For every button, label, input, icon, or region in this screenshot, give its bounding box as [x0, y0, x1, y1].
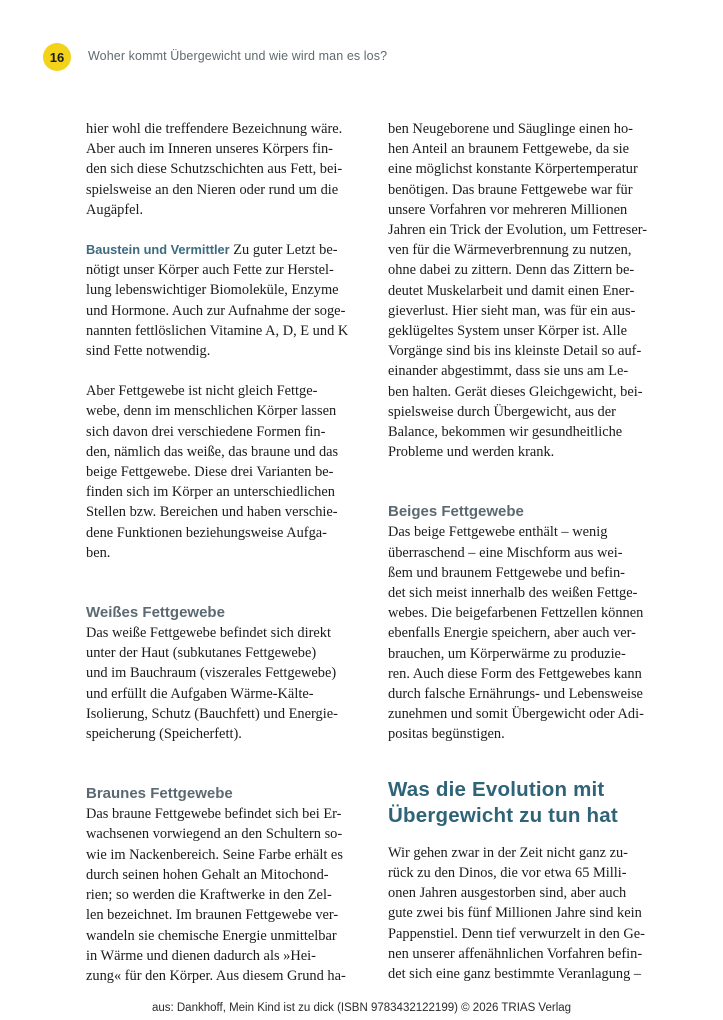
- paragraph-baustein: [86, 240, 386, 361]
- subheading-beiges-fettgewebe: Beiges Fettgewebe: [388, 503, 524, 521]
- left-column: [86, 119, 386, 986]
- paragraph: Das braune Fettgewebe befindet sich bei Er- wachsenen vorwiegend an den Schultern so- wie im Nackenbereich. Seine Farbe erhält es durch seinen hohen Gehalt an Mitochond- rien; so werden die Kraftwerke in den Zel- len bezeichnet. Im braunen Fettgewebe ver- wandeln sie chemische Energie unmittelbar in Wärme und dienen dadurch als »Hei- zung« für den Körper. Aus diesem Grund ha-: [86, 806, 346, 984]
- citation-footer: aus: Dankhoff, Mein Kind ist zu dick (ISBN 9783432122199) © 2026 TRIAS Verlag: [151, 1002, 572, 1014]
- subheading-braunes-fettgewebe: Braunes Fettgewebe: [86, 785, 233, 803]
- paragraph: ben Neugeborene und Säuglinge einen ho- hen Anteil an braunem Fettgewebe, da sie eine möglichst konstante Körpertemperatur benötigen. Das braune Fettgewebe war für unsere Vorfahren vor mehreren Millionen Jahren ein Trick der Evolution, um Fettreser- ven für die Wärmeverbrennung zu nutzen, ohne dabei zu zittern. Denn das Zittern be- deutet Muskelarbeit und damit einen Ener- gieverlust. Hier sieht man, was für ein aus- geklügeltes System unser Körper ist. Alle Vorgänge sind bis ins kleinste Detail so auf- einander abgestimmt, dass sie uns am Le- ben halten. Gerät dieses Gleichgewicht, bei- spielsweise durch Übergewicht, aus der Balance, bekommen wir gesundheitliche Probleme und werden krank.: [388, 121, 648, 461]
- paragraph-text: Zu guter Letzt be- nötigt unser Körper auch Fette zur Herstel- lung lebenswichtiger Biomoleküle, Enzyme und Hormone. Auch zur Aufnahme der soge- nannten fettlöslichen Vitamine A, D, E und K sind Fette notwendig.: [86, 242, 349, 360]
- subheading-weisses-fettgewebe: Weißes Fettgewebe: [86, 604, 225, 622]
- section-heading: Was die Evolution mit Übergewicht zu tun hat: [388, 777, 618, 827]
- page-number-badge: 16: [43, 43, 71, 71]
- paragraph: Wir gehen zwar in der Zeit nicht ganz zu- rück zu den Dinos, die vor etwa 65 Milli- onen Jahren ausgestorben sind, aber auch gute zwei bis fünf Millionen Jahre sind kein Pappenstiel. Denn tief verwurzelt in den Ge- nen unserer affenähnlichen Vorfahren befin- det sich eine ganz bestimmte Veranlagung –: [388, 844, 645, 982]
- paragraph: Das weiße Fettgewebe befindet sich direkt unter der Haut (subkutanes Fettgewebe) und im Bauchraum (viszerales Fettgewebe) und erfüllt die Aufgaben Wärme-Kälte- Isolierung, Schutz (Bauchfett) und Energie- speicherung (Speicherfett).: [86, 625, 338, 743]
- paragraph: Das beige Fettgewebe enthält – wenig überraschend – eine Mischform aus wei- ßem und braunem Fettgewebe und befin- det sich meist innerhalb des weißen Fettge- webes. Die beigefarbenen Fettzellen können ebenfalls Energie speichern, aber auch ver- brauchen, um Körperwärme zu produzie- ren. Auch diese Form des Fettgewebes kann durch falsche Ernährungs- und Lebensweise zunehmen und somit Übergewicht oder Adi- positas begünstigen.: [388, 524, 644, 743]
- paragraph: Aber Fettgewebe ist nicht gleich Fettge- webe, denn im menschlichen Körper lassen sich davon drei verschiedene Formen fin- den, nämlich das weiße, das braune und das beige Fettgewebe. Diese drei Varianten be- finden sich im Körper an unterschiedlichen Stellen bzw. Bereichen und haben verschie- dene Funktionen beziehungsweise Aufga- ben.: [86, 383, 339, 561]
- paragraph: hier wohl die treffendere Bezeichnung wäre. Aber auch im Inneren unseres Körpers fin- den sich diese Schutzschichten aus Fett, bei- spielsweise an den Nieren oder rund um die Augäpfel.: [86, 121, 343, 218]
- right-column: [388, 119, 688, 984]
- running-header: Woher kommt Übergewicht und wie wird man es los?: [88, 49, 388, 63]
- run-in-heading: Baustein und Vermittler: [86, 242, 230, 258]
